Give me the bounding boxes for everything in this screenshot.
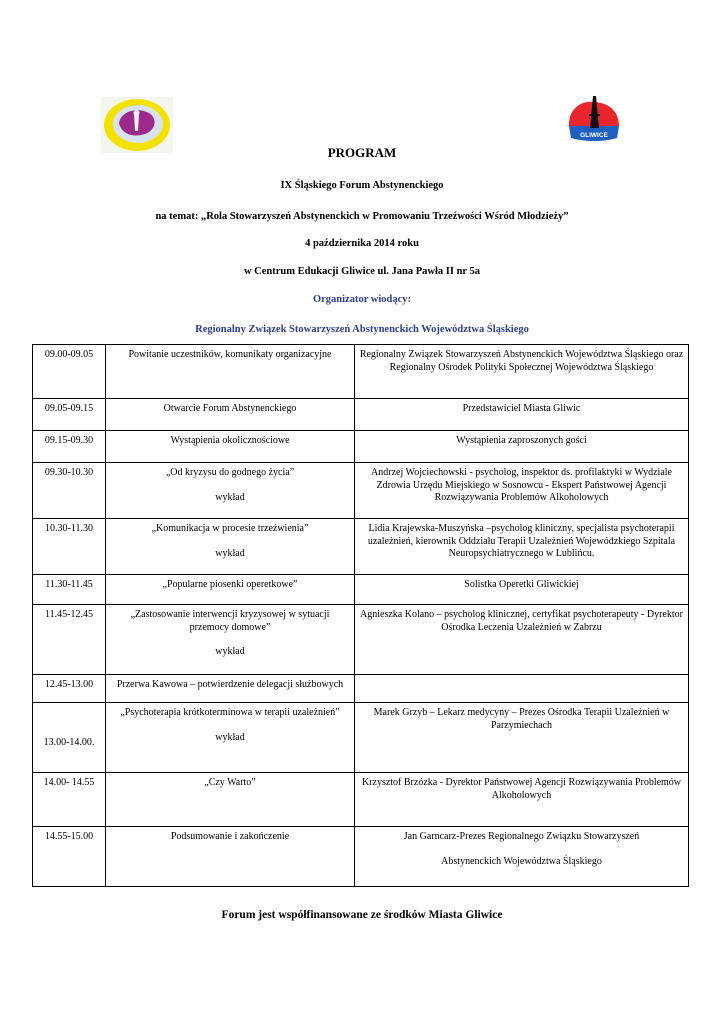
forum-topic: na temat: „Rola Stowarzyszeń Abstynenckich w Promowaniu Trzeźwości Wśród Młodzieży” — [155, 211, 569, 222]
session-title-cell: Wystąpienia okolicznościowe — [106, 431, 355, 463]
time-cell: 09.30-10.30 — [33, 463, 106, 519]
forum-name: IX Śląskiego Forum Abstynenckiego — [280, 180, 444, 191]
organizer-label: Organizator wiodący: — [312, 294, 412, 305]
speaker-line: Jan Garncarz-Prezes Regionalnego Związku Stowarzyszeń — [403, 831, 640, 842]
table-row — [33, 703, 689, 773]
speaker-cell: Solistka Operetki Gliwickiej — [355, 575, 689, 605]
speaker-cell: Marek Grzyb – Lekarz medycyny – Prezes Ośrodka Terapii Uzależnień w Parzymiechach — [355, 703, 689, 773]
forum-date: 4 października 2014 roku — [305, 238, 419, 249]
footer-note: Forum jest współfinansowane ze środków Miasta Gliwice — [221, 909, 503, 921]
forum-venue: w Centrum Edukacji Gliwice ul. Jana Pawła II nr 5a — [243, 266, 481, 277]
time-cell: 14.55-15.00 — [33, 827, 106, 887]
speaker-cell: Przedstawiciel Miasta Gliwic — [355, 399, 689, 431]
speaker-cell: Lidia Krajewska-Muszyńska –psycholog kliniczny, specjalista psychoterapii uzależnień, kierownik Oddziału Terapii Uzależnień Wojewódzkiego Szpitala Neuropsychiatrycznego w Lublińcu. — [355, 519, 689, 575]
session-type: wykład — [215, 547, 245, 559]
table-row — [33, 675, 689, 703]
speaker-cell: Agnieszka Kolano – psycholog klinicznej, certyfikat psychoterapeuty - Dyrektor Ośrodka Leczenia Uzależnień w Zabrzu — [355, 605, 689, 675]
table-row — [33, 463, 689, 519]
time-cell: 09.15-09.30 — [33, 431, 106, 463]
speaker-cell: Regionalny Związek Stowarzyszeń Abstynenckich Województwa Śląskiego oraz Regionalny Ośrodek Polityki Społecznej Województwa Śląskiego — [355, 345, 689, 399]
schedule-table — [32, 344, 689, 887]
table-row — [33, 519, 689, 575]
gliwice-city-logo-icon — [563, 94, 627, 150]
time-cell: 12.45-13.00 — [33, 675, 106, 703]
table-row — [33, 605, 689, 675]
session-title-cell — [106, 605, 355, 675]
speaker-cell: Wystąpienia zaproszonych gości — [355, 431, 689, 463]
session-title-cell: Przerwa Kawowa – potwierdzenie delegacji służbowych — [106, 675, 355, 703]
session-title-cell: „Czy Warto” — [106, 773, 355, 827]
time-cell: 10.30-11.30 — [33, 519, 106, 575]
speaker-cell — [355, 827, 689, 887]
table-row — [33, 773, 689, 827]
organizer-name: Regionalny Związek Stowarzyszeń Abstynenckich Województwa Śląskiego — [195, 324, 529, 335]
table-row — [33, 827, 689, 887]
speaker-cell: Andrzej Wojciechowski - psycholog, inspektor ds. profilaktyki w Wydziale Zdrowia Urzędu Miejskiego w Sosnowcu - Ekspert Państwowej Agencji Rozwiązywania Problemów Alkoholowych — [355, 463, 689, 519]
session-title-cell: Powitanie uczestników, komunikaty organizacyjne — [106, 345, 355, 399]
table-row — [33, 345, 689, 399]
session-type: wykład — [215, 646, 245, 657]
session-type: wykład — [215, 731, 245, 743]
table-row — [33, 575, 689, 605]
speaker-line: Abstynenckich Województwa Śląskiego — [441, 855, 602, 867]
table-row — [33, 399, 689, 431]
gliwice-logo-text: GLIWICE — [580, 132, 608, 139]
time-cell: 09.00-09.05 — [33, 345, 106, 399]
session-title-cell: „Popularne piosenki operetkowe” — [106, 575, 355, 605]
time-value: 13.00-14.00. — [43, 737, 95, 749]
session-title: „Zastosowanie interwencji kryzysowej w sytuacji przemocy domowe” — [130, 609, 330, 633]
page-title: PROGRAM — [327, 145, 397, 160]
time-cell: 14.00- 14.55 — [33, 773, 106, 827]
session-title-cell: Otwarcie Forum Abstynenckiego — [106, 399, 355, 431]
time-cell: 09.05-09.15 — [33, 399, 106, 431]
session-title: „Komunikacja w procesie trzeźwienia” — [151, 523, 309, 534]
session-title-cell — [106, 519, 355, 575]
session-title: „Od kryzysu do godnego życia” — [165, 467, 295, 478]
time-cell: 11.30-11.45 — [33, 575, 106, 605]
session-type: wykład — [215, 491, 245, 503]
speaker-cell — [355, 675, 689, 703]
session-title-cell — [106, 703, 355, 773]
time-cell: 11.45-12.45 — [33, 605, 106, 675]
session-title-cell — [106, 463, 355, 519]
session-title: „Psychoterapia krótkoterminowa w terapii uzależnień” — [120, 707, 340, 718]
table-row — [33, 431, 689, 463]
speaker-cell: Krzysztof Brzózka - Dyrektor Państwowej Agencji Rozwiązywania Problemów Alkoholowych — [355, 773, 689, 827]
session-title-cell: Podsumowanie i zakończenie — [106, 827, 355, 887]
time-cell — [33, 703, 106, 773]
